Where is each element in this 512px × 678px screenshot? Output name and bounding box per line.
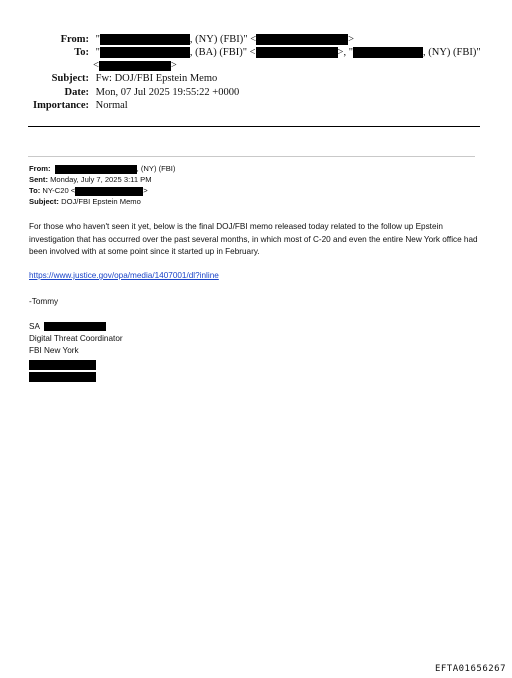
header-to-cont-close: > xyxy=(170,60,177,71)
redaction-box xyxy=(29,360,96,370)
header-to-mid1: , (BA) (FBI)" < xyxy=(189,47,256,58)
forward-sent-label: Sent: xyxy=(29,175,48,184)
header-to-open: " xyxy=(95,47,100,58)
header-subject-row xyxy=(28,72,217,85)
signature-name-row xyxy=(29,321,484,334)
forward-subject-row xyxy=(29,196,141,207)
header-from-close: > xyxy=(348,34,355,45)
redaction-box xyxy=(29,372,96,382)
forward-sent-value: Monday, July 7, 2025 3:11 PM xyxy=(50,175,152,184)
forward-sent-row xyxy=(29,174,152,185)
header-to-label: To: xyxy=(74,47,89,58)
body-signoff: -Tommy xyxy=(29,297,59,306)
header-date-label: Date: xyxy=(64,87,89,98)
header-subject-value: Fw: DOJ/FBI Epstein Memo xyxy=(95,73,218,84)
header-to-continued-row xyxy=(93,59,177,72)
header-from-open: " xyxy=(95,34,100,45)
signature-title: Digital Threat Coordinator xyxy=(29,334,123,343)
signature-prefix: SA xyxy=(29,322,40,331)
forward-to-row xyxy=(29,185,148,196)
forward-from-label: From: xyxy=(29,164,51,173)
forward-to-value: NY-C20 < xyxy=(42,186,76,195)
header-to-row xyxy=(28,46,481,59)
signature-office: FBI New York xyxy=(29,346,79,355)
redaction-box xyxy=(44,322,106,331)
header-importance-row xyxy=(28,99,128,112)
header-subject-label: Subject: xyxy=(51,73,89,84)
redaction-box xyxy=(99,61,171,71)
header-date-row xyxy=(28,86,239,99)
header-importance-value: Normal xyxy=(95,100,128,111)
header-from-label: From: xyxy=(60,34,89,45)
document-id: EFTA01656267 xyxy=(434,664,506,674)
redaction-box xyxy=(55,165,137,174)
redaction-box xyxy=(100,34,190,45)
forward-to-close: > xyxy=(143,186,148,195)
forward-from-row xyxy=(29,163,175,174)
redaction-box xyxy=(256,47,338,58)
memo-link[interactable]: https://www.justice.gov/opa/media/1407001/dl?inline xyxy=(29,271,219,280)
body-paragraph: For those who haven't seen it yet, below is the final DOJ/FBI memo released today related to the follow up Epstein investigation that has occurred over the past several months, in which most of C-20 and even the entire New York office had been involved with at some point since it started up in February. xyxy=(29,222,478,256)
redaction-box xyxy=(75,187,143,196)
header-from-suffix: , (NY) (FBI)" < xyxy=(189,34,257,45)
redaction-box xyxy=(353,47,423,58)
redaction-box xyxy=(256,34,348,45)
forward-divider xyxy=(28,156,475,157)
forward-to-label: To: xyxy=(29,186,41,195)
header-divider xyxy=(28,126,480,127)
body-link-row xyxy=(29,270,484,283)
redaction-box xyxy=(100,47,190,58)
header-date-value: Mon, 07 Jul 2025 19:55:22 +0000 xyxy=(95,87,240,98)
header-to-cont-open: < xyxy=(93,60,99,71)
header-importance-label: Importance: xyxy=(33,100,89,111)
header-to-suffix: , (NY) (FBI)" xyxy=(423,47,481,58)
header-to-mid2: >, " xyxy=(337,47,354,58)
forward-subject-value: DOJ/FBI Epstein Memo xyxy=(61,197,141,206)
forward-from-suffix: , (NY) (FBI) xyxy=(136,164,176,173)
forward-subject-label: Subject: xyxy=(29,197,59,206)
header-from-row xyxy=(28,33,354,46)
